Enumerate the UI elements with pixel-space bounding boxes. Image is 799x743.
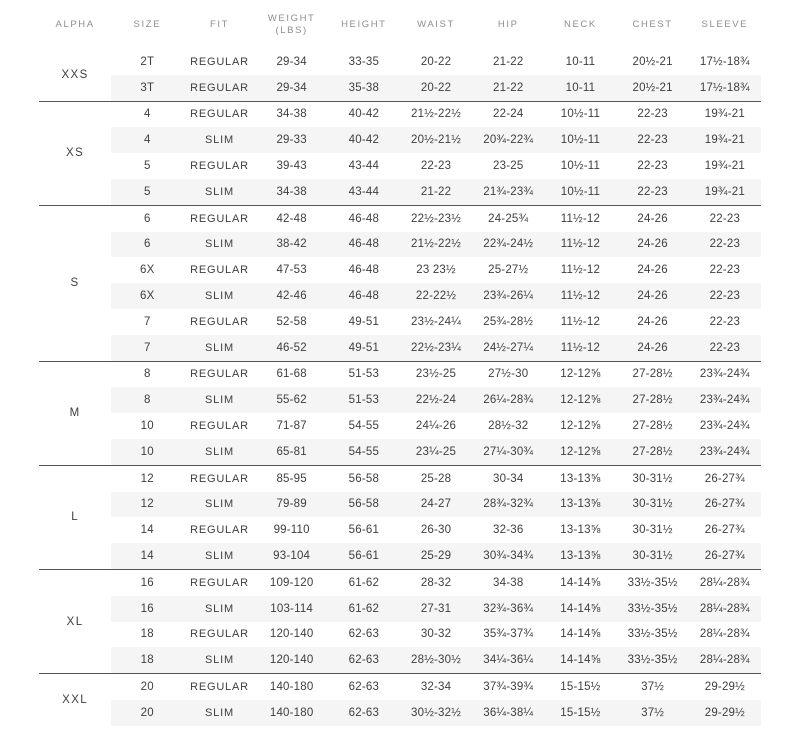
cell-height: 62-63	[328, 700, 400, 726]
cell-hip: 36¼-38¼	[472, 700, 544, 726]
alpha-group-label: M	[39, 361, 111, 465]
table-row	[39, 179, 761, 205]
cell-weight: 52-58	[276, 315, 307, 328]
cell-size: 18	[140, 628, 154, 641]
cell-hip: 34-38	[493, 576, 524, 589]
cell-sleeve: 19¾-21	[689, 179, 761, 205]
size-group-xxl	[39, 674, 761, 726]
cell-chest: 30-31½	[632, 524, 673, 537]
cell-neck: 10½-11	[544, 179, 616, 205]
cell-size: 14	[140, 524, 154, 537]
column-header-line: HIP	[497, 18, 519, 30]
table-row	[39, 596, 761, 622]
alpha-group-label: XL	[39, 569, 111, 673]
cell-sleeve: 28¼-28¾	[689, 596, 761, 622]
table-row	[39, 439, 761, 465]
cell-chest: 33½-35½	[617, 596, 689, 622]
cell-height: 62-63	[328, 647, 400, 673]
cell-size: 8	[111, 387, 183, 413]
column-header-sleeve	[689, 0, 761, 49]
cell-waist: 21-22	[400, 179, 472, 205]
cell-size: 7	[111, 335, 183, 361]
cell-chest: 24-26	[617, 232, 689, 258]
cell-waist: 22-23	[420, 160, 452, 173]
cell-fit: REGULAR	[190, 368, 249, 381]
cell-waist: 28½-30½	[400, 647, 472, 673]
cell-weight: 34-38	[256, 179, 328, 205]
cell-hip: 26¼-28¾	[472, 387, 544, 413]
cell-sleeve: 23¾-24¾	[699, 368, 750, 381]
cell-sleeve: 23¾-24¾	[689, 387, 761, 413]
cell-size: 18	[111, 647, 183, 673]
cell-height: 46-48	[348, 212, 380, 225]
cell-waist: 24¼-26	[415, 420, 457, 433]
cell-weight: 71-87	[276, 420, 307, 433]
table-row	[39, 127, 761, 153]
column-header-line: (LBS)	[275, 24, 308, 36]
cell-weight: 109-120	[269, 576, 314, 589]
column-header-waist	[400, 0, 472, 49]
cell-weight: 38-42	[256, 232, 328, 258]
cell-sleeve: 22-23	[709, 212, 741, 225]
cell-sleeve: 22-23	[709, 264, 741, 277]
column-header-chest	[617, 0, 689, 49]
cell-height: 49-51	[348, 315, 380, 328]
cell-hip: 24-25¾	[488, 212, 529, 225]
cell-weight: 140-180	[269, 681, 314, 694]
cell-weight: 120-140	[256, 647, 328, 673]
cell-hip: 32-36	[493, 524, 524, 537]
cell-fit: SLIM	[183, 232, 255, 258]
cell-waist: 20-22	[420, 55, 452, 68]
cell-weight: 140-180	[256, 700, 328, 726]
cell-sleeve: 22-23	[709, 315, 741, 328]
cell-weight: 93-104	[256, 543, 328, 569]
column-header-line: FIT	[209, 18, 229, 30]
cell-fit: REGULAR	[190, 212, 249, 225]
cell-waist: 24-27	[400, 492, 472, 518]
column-header-weight	[256, 0, 328, 49]
cell-height: 51-53	[328, 387, 400, 413]
cell-waist: 26-30	[420, 524, 452, 537]
cell-size: 16	[111, 596, 183, 622]
cell-chest: 30-31½	[617, 492, 689, 518]
column-header-line: CHEST	[632, 18, 673, 30]
cell-size: 3T	[111, 75, 183, 101]
cell-chest: 24-26	[637, 315, 668, 328]
cell-weight: 120-140	[269, 628, 314, 641]
table-row	[39, 622, 761, 648]
cell-weight: 42-46	[256, 283, 328, 309]
cell-height: 62-63	[348, 681, 380, 694]
cell-fit: SLIM	[183, 439, 255, 465]
cell-sleeve: 22-23	[689, 232, 761, 258]
cell-neck: 11½-12	[544, 335, 616, 361]
cell-waist: 20½-21½	[400, 127, 472, 153]
alpha-group-label: S	[39, 205, 111, 361]
cell-hip: 35¾-37¾	[483, 628, 534, 641]
cell-neck: 13-13⅝	[560, 472, 601, 485]
cell-neck: 12-12⅝	[560, 420, 601, 433]
table-row	[39, 335, 761, 361]
cell-sleeve: 29-29½	[704, 681, 745, 694]
cell-height: 56-61	[348, 524, 380, 537]
table-row	[39, 492, 761, 518]
cell-hip: 32¾-36¾	[472, 596, 544, 622]
cell-neck: 15-15½	[544, 700, 616, 726]
cell-sleeve: 26-27¾	[704, 472, 745, 485]
column-header-height	[328, 0, 400, 49]
column-header-neck	[544, 0, 616, 49]
column-header-line: SIZE	[133, 18, 162, 30]
alpha-group-label: XXL	[39, 674, 111, 726]
size-group-l	[39, 465, 761, 569]
cell-neck: 14-14⅝	[544, 596, 616, 622]
cell-neck: 11½-12	[544, 283, 616, 309]
cell-size: 6	[111, 232, 183, 258]
cell-waist: 21½-22½	[400, 232, 472, 258]
cell-neck: 10-11	[565, 55, 596, 68]
cell-size: 6X	[111, 283, 183, 309]
size-group-s	[39, 205, 761, 361]
cell-sleeve: 28¼-28¾	[689, 647, 761, 673]
cell-size: 4	[111, 127, 183, 153]
column-header-line: ALPHA	[55, 18, 95, 30]
cell-sleeve: 26-27¾	[689, 543, 761, 569]
cell-hip: 21-22	[493, 55, 524, 68]
cell-sleeve: 17½-18¾	[689, 75, 761, 101]
cell-sleeve: 26-27¾	[689, 492, 761, 518]
cell-weight: 39-43	[276, 160, 307, 173]
table-row	[39, 517, 761, 543]
table-row	[39, 153, 761, 179]
cell-hip: 23-25	[493, 160, 524, 173]
cell-fit: REGULAR	[190, 315, 249, 328]
cell-waist: 22½-23½	[411, 212, 462, 225]
cell-neck: 12-12⅝	[544, 439, 616, 465]
cell-waist: 30-32	[420, 628, 452, 641]
table-row	[39, 465, 761, 491]
cell-chest: 30-31½	[632, 472, 673, 485]
cell-fit: REGULAR	[190, 576, 249, 589]
cell-height: 51-53	[348, 368, 380, 381]
cell-sleeve: 23¾-24¾	[699, 420, 750, 433]
size-group-xs	[39, 101, 761, 205]
cell-height: 46-48	[328, 232, 400, 258]
cell-waist: 21½-22½	[411, 108, 462, 121]
cell-height: 61-62	[328, 596, 400, 622]
cell-waist: 23½-25	[415, 368, 457, 381]
cell-hip: 34¼-36¼	[472, 647, 544, 673]
column-header-hip	[472, 0, 544, 49]
cell-waist: 25-28	[420, 472, 452, 485]
cell-height: 56-58	[348, 472, 380, 485]
cell-weight: 47-53	[276, 264, 307, 277]
cell-hip: 23¾-26¼	[472, 283, 544, 309]
cell-chest: 37½	[641, 681, 665, 694]
cell-neck: 13-13⅝	[544, 543, 616, 569]
cell-size: 7	[143, 315, 151, 328]
cell-weight: 29-33	[256, 127, 328, 153]
cell-neck: 12-12⅝	[560, 368, 601, 381]
cell-sleeve: 29-29½	[689, 700, 761, 726]
table-row	[39, 232, 761, 258]
cell-hip: 22-24	[493, 108, 524, 121]
cell-sleeve: 19¾-21	[704, 108, 745, 121]
cell-fit: SLIM	[183, 543, 255, 569]
table-row	[39, 569, 761, 595]
size-group-xxs	[39, 49, 761, 101]
cell-size: 12	[111, 492, 183, 518]
cell-size: 5	[111, 179, 183, 205]
cell-fit: SLIM	[183, 335, 255, 361]
cell-fit: REGULAR	[190, 55, 249, 68]
size-group-m	[39, 361, 761, 465]
cell-size: 2T	[140, 55, 155, 68]
cell-fit: REGULAR	[190, 524, 249, 537]
table-row	[39, 75, 761, 101]
cell-size: 6	[143, 212, 151, 225]
cell-chest: 22-23	[617, 127, 689, 153]
column-header-line: WAIST	[417, 18, 455, 30]
cell-hip: 30¾-34¾	[472, 543, 544, 569]
table-row	[39, 413, 761, 439]
cell-hip: 21¾-23¾	[472, 179, 544, 205]
cell-chest: 33½-35½	[617, 647, 689, 673]
cell-fit: REGULAR	[190, 160, 249, 173]
table-row	[39, 387, 761, 413]
cell-sleeve: 26-27¾	[704, 524, 745, 537]
cell-size: 8	[143, 368, 151, 381]
cell-chest: 24-26	[637, 264, 668, 277]
cell-waist: 30½-32½	[400, 700, 472, 726]
cell-chest: 22-23	[637, 108, 668, 121]
cell-size: 12	[140, 472, 154, 485]
cell-chest: 33½-35½	[627, 628, 678, 641]
cell-hip: 20¾-22¾	[472, 127, 544, 153]
cell-weight: 42-48	[276, 212, 307, 225]
cell-size: 16	[140, 576, 154, 589]
cell-chest: 27-28½	[632, 368, 673, 381]
cell-hip: 28¾-32¾	[472, 492, 544, 518]
column-header-line: WEIGHT	[267, 12, 316, 24]
cell-chest: 24-26	[617, 283, 689, 309]
table-row	[39, 647, 761, 673]
cell-chest: 37½	[617, 700, 689, 726]
cell-chest: 22-23	[617, 179, 689, 205]
cell-size: 10	[111, 439, 183, 465]
table-row	[39, 205, 761, 231]
cell-neck: 13-13⅝	[560, 524, 601, 537]
cell-height: 43-44	[348, 160, 380, 173]
header-row	[39, 0, 761, 49]
cell-neck: 10-11	[544, 75, 616, 101]
cell-neck: 11½-12	[560, 264, 601, 277]
cell-chest: 27-28½	[632, 420, 673, 433]
cell-fit: REGULAR	[190, 681, 249, 694]
cell-chest: 27-28½	[617, 439, 689, 465]
size-group-xl	[39, 569, 761, 673]
column-header-line: SLEEVE	[701, 18, 749, 30]
cell-fit: REGULAR	[190, 264, 249, 277]
column-header-line: NECK	[564, 18, 597, 30]
cell-weight: 79-89	[256, 492, 328, 518]
cell-weight: 46-52	[256, 335, 328, 361]
cell-hip: 25-27½	[488, 264, 529, 277]
cell-height: 35-38	[328, 75, 400, 101]
cell-hip: 21-22	[472, 75, 544, 101]
alpha-group-label: XXS	[39, 49, 111, 101]
cell-height: 40-42	[348, 108, 380, 121]
cell-sleeve: 19¾-21	[704, 160, 745, 173]
cell-waist: 20-22	[400, 75, 472, 101]
cell-fit: REGULAR	[183, 75, 255, 101]
cell-neck: 15-15½	[560, 681, 601, 694]
cell-waist: 23 23½	[416, 264, 456, 277]
cell-height: 49-51	[328, 335, 400, 361]
cell-neck: 10½-11	[560, 160, 601, 173]
cell-neck: 10½-11	[560, 108, 601, 121]
cell-height: 62-63	[348, 628, 380, 641]
cell-waist: 25-29	[400, 543, 472, 569]
cell-hip: 27½-30	[488, 368, 529, 381]
cell-hip: 22¾-24½	[472, 232, 544, 258]
cell-size: 6X	[140, 264, 155, 277]
column-header-fit	[183, 0, 255, 49]
cell-hip: 37¾-39¾	[483, 681, 534, 694]
table-row	[39, 49, 761, 75]
cell-weight: 29-34	[276, 55, 307, 68]
cell-neck: 12-12⅝	[544, 387, 616, 413]
cell-chest: 24-26	[617, 335, 689, 361]
cell-hip: 24½-27¼	[472, 335, 544, 361]
table-row	[39, 674, 761, 700]
cell-neck: 14-14⅝	[544, 647, 616, 673]
cell-size: 10	[140, 420, 154, 433]
cell-height: 33-35	[348, 55, 380, 68]
cell-fit: SLIM	[183, 700, 255, 726]
cell-size: 20	[140, 681, 154, 694]
cell-height: 54-55	[348, 420, 380, 433]
cell-neck: 13-13⅝	[544, 492, 616, 518]
cell-weight: 103-114	[256, 596, 328, 622]
cell-sleeve: 28¼-28¾	[699, 576, 750, 589]
table-row	[39, 257, 761, 283]
table-header	[39, 0, 761, 49]
column-header-size	[111, 0, 183, 49]
cell-height: 46-48	[328, 283, 400, 309]
cell-waist: 23¼-25	[400, 439, 472, 465]
cell-waist: 22½-23¼	[400, 335, 472, 361]
cell-weight: 99-110	[273, 524, 310, 537]
cell-weight: 61-68	[276, 368, 307, 381]
cell-hip: 27¼-30¾	[472, 439, 544, 465]
cell-chest: 20½-21	[632, 55, 673, 68]
cell-waist: 27-31	[400, 596, 472, 622]
cell-hip: 28½-32	[488, 420, 529, 433]
cell-chest: 33½-35½	[627, 576, 678, 589]
table-row	[39, 283, 761, 309]
cell-neck: 11½-12	[544, 232, 616, 258]
cell-chest: 22-23	[637, 160, 668, 173]
cell-chest: 30-31½	[617, 543, 689, 569]
cell-hip: 25¾-28½	[483, 315, 534, 328]
cell-chest: 24-26	[637, 212, 668, 225]
alpha-group-label: L	[39, 465, 111, 569]
cell-size: 5	[143, 160, 151, 173]
cell-waist: 32-34	[420, 681, 452, 694]
column-header-line: HEIGHT	[341, 18, 387, 30]
cell-chest: 27-28½	[617, 387, 689, 413]
cell-weight: 85-95	[276, 472, 307, 485]
table-row	[39, 309, 761, 335]
cell-fit: REGULAR	[190, 472, 249, 485]
cell-sleeve: 28¼-28¾	[699, 628, 750, 641]
cell-height: 54-55	[328, 439, 400, 465]
cell-hip: 30-34	[493, 472, 524, 485]
cell-neck: 11½-12	[560, 212, 601, 225]
cell-fit: SLIM	[183, 179, 255, 205]
cell-fit: SLIM	[183, 387, 255, 413]
cell-neck: 11½-12	[560, 315, 601, 328]
cell-fit: SLIM	[183, 127, 255, 153]
cell-fit: SLIM	[183, 647, 255, 673]
cell-fit: REGULAR	[190, 108, 249, 121]
cell-weight: 65-81	[256, 439, 328, 465]
cell-fit: REGULAR	[190, 628, 249, 641]
cell-size: 14	[111, 543, 183, 569]
cell-weight: 29-34	[256, 75, 328, 101]
cell-height: 61-62	[348, 576, 380, 589]
cell-fit: SLIM	[183, 596, 255, 622]
cell-size: 4	[143, 108, 151, 121]
cell-waist: 28-32	[420, 576, 452, 589]
cell-sleeve: 23¾-24¾	[689, 439, 761, 465]
size-chart-table	[39, 0, 761, 726]
cell-waist: 22½-24	[400, 387, 472, 413]
table-row	[39, 543, 761, 569]
cell-fit: SLIM	[183, 283, 255, 309]
cell-sleeve: 17½-18¾	[699, 55, 750, 68]
cell-weight: 34-38	[276, 108, 307, 121]
cell-height: 56-58	[328, 492, 400, 518]
cell-neck: 14-14⅝	[560, 628, 601, 641]
cell-weight: 55-62	[256, 387, 328, 413]
cell-fit: SLIM	[183, 492, 255, 518]
cell-chest: 20½-21	[617, 75, 689, 101]
alpha-group-label: XS	[39, 101, 111, 205]
cell-fit: REGULAR	[190, 420, 249, 433]
cell-size: 20	[111, 700, 183, 726]
cell-height: 40-42	[328, 127, 400, 153]
cell-waist: 22-22½	[400, 283, 472, 309]
cell-sleeve: 22-23	[689, 283, 761, 309]
cell-neck: 10½-11	[544, 127, 616, 153]
cell-neck: 14-14⅝	[560, 576, 601, 589]
cell-height: 46-48	[348, 264, 380, 277]
cell-sleeve: 22-23	[689, 335, 761, 361]
table-row	[39, 700, 761, 726]
column-header-alpha	[39, 0, 111, 49]
cell-waist: 23½-24¼	[411, 315, 462, 328]
cell-height: 56-61	[328, 543, 400, 569]
table-row	[39, 361, 761, 387]
cell-sleeve: 19¾-21	[689, 127, 761, 153]
table-row	[39, 101, 761, 127]
cell-height: 43-44	[328, 179, 400, 205]
